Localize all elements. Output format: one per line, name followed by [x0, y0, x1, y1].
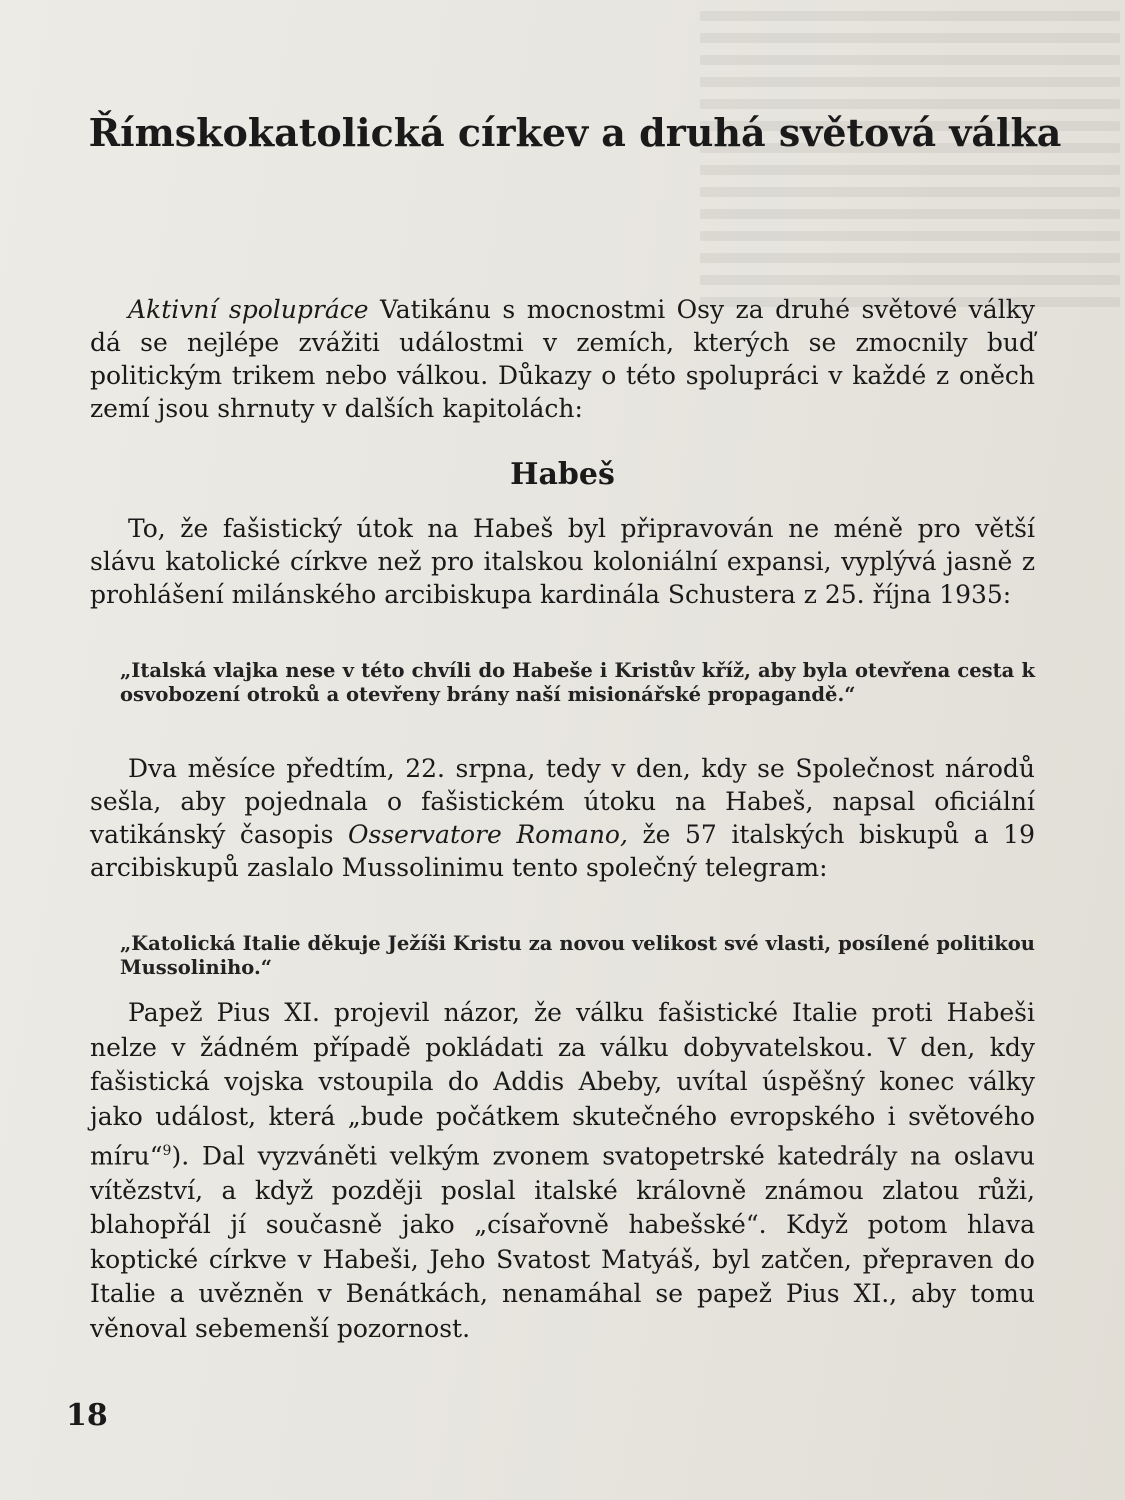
show-through-text — [700, 0, 1120, 520]
intro-text: Vatikánu s mocnostmi Osy za druhé světové války dá se nejlépe zvážiti událostmi v zemích, kterých se zmocnily buď politickým trikem nebo válkou. Důkazy o této spolupráci v každé z oněch zemí jsou shrnuty v dalších kapitolách: — [90, 295, 1035, 423]
page-number: 18 — [66, 1398, 108, 1433]
intro-paragraph — [90, 293, 1035, 425]
paragraph-2 — [90, 752, 1035, 884]
paragraph-3-before: Papež Pius XI. projevil názor, že válku fašistické Italie proti Habeši nelze v žádném případě pokládati za válku dobyvatelskou. V den, kdy fašistická vojska vstoupila do Addis Abeby, uvítal úspěšný konec války jako událost, která „bude počátkem skutečného evropského i světového míru“ — [90, 998, 1035, 1171]
paragraph-2-before: Dva měsíce předtím, 22. srpna, tedy v den, kdy se Společnost národů sešla, aby pojednala o fašistickém útoku na Habeš, napsal oficiální vatikánský časopis — [90, 754, 1035, 849]
paragraph-2-after: že 57 italských biskupů a 19 arcibiskupů zaslalo Mussolinimu tento společný telegram: — [90, 820, 1035, 882]
section-title: Habeš — [510, 457, 615, 492]
paragraph-1: To, že fašistický útok na Habeš byl připravován ne méně pro větší slávu katolické církve než pro italskou koloniální expansi, vyplývá jasně z prohlášení milánského arcibiskupa kardinála Schustera z 25. října 1935: — [90, 514, 1035, 609]
paragraph-2-italic: Osservatore Romano, — [348, 820, 628, 849]
footnote-marker: 9 — [162, 1143, 172, 1159]
intro-lead-italic: Aktivní spolupráce — [128, 295, 369, 324]
quote-2: „Katolická Italie děkuje Ježíši Kristu za novou velikost své vlasti, posílené politikou Mussoliniho.“ — [120, 932, 1035, 979]
paragraph-3-after: ). Dal vyzváněti velkým zvonem svatopetrské katedrály na oslavu vítězství, a když později poslal italské královně známou zlatou růži, blahopřál jí současně jako „císařovně habešské“. Když potom hlava koptické církve v Habeši, Jeho Svatost Matyáš, byl zatčen, přepraven do Italie a uvězněn v Benátkách, nenamáhal se papež Pius XI., aby tomu věnoval sebemenší pozornost. — [90, 1141, 1035, 1343]
paragraph-3 — [90, 996, 1035, 1346]
chapter-title: Římskokatolická církev a druhá světová válka — [88, 110, 1062, 155]
quote-1: „Italská vlajka nese v této chvíli do Habeše i Kristův kříž, aby byla otevřena cesta k osvobození otroků a otevřeny brány naší misionářské propagandě.“ — [120, 659, 1035, 706]
